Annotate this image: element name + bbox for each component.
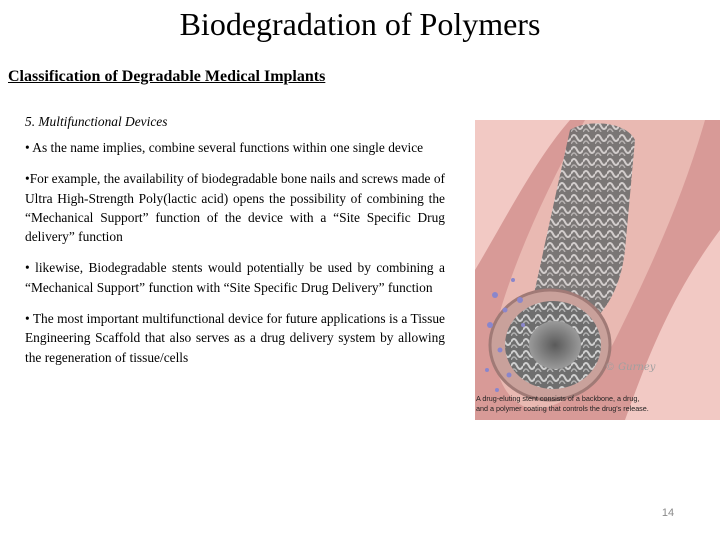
stent-illustration-svg [475, 120, 720, 420]
stent-lumen [529, 321, 581, 369]
slide-subtitle: Classification of Degradable Medical Implants [8, 68, 326, 85]
bullet-paragraph: • likewise, Biodegradable stents would potentially be used by combining a “Mechanical Support” function with “Site Specific Drug Delivery” function [25, 260, 445, 295]
section-heading: 5. Multifunctional Devices [25, 114, 168, 129]
slide-title: Biodegradation of Polymers [179, 6, 541, 42]
content-block [25, 113, 445, 379]
figure-caption [476, 394, 716, 414]
caption-line: and a polymer coating that controls the drug's release. [476, 404, 649, 413]
artist-signature: © Gurney [605, 362, 656, 373]
bullet-paragraph: • The most important multifunctional device for future applications is a Tissue Engineering Scaffold that also serves as a drug delivery system by allowing the regeneration of tissue/cells [25, 311, 445, 365]
bullet-paragraph: •For example, the availability of biodegradable bone nails and screws made of Ultra High-Strength Poly(lactic acid) opens the possibility of combining the “Mechanical Support” function of the device with a “Site Specific Drug delivery” function [25, 171, 445, 245]
stent-illustration [475, 120, 720, 420]
page-number: 14 [661, 507, 675, 519]
caption-line: A drug-eluting stent consists of a backbone, a drug, [476, 394, 640, 403]
bullet-paragraph: • As the name implies, combine several functions within one single device [25, 140, 424, 155]
